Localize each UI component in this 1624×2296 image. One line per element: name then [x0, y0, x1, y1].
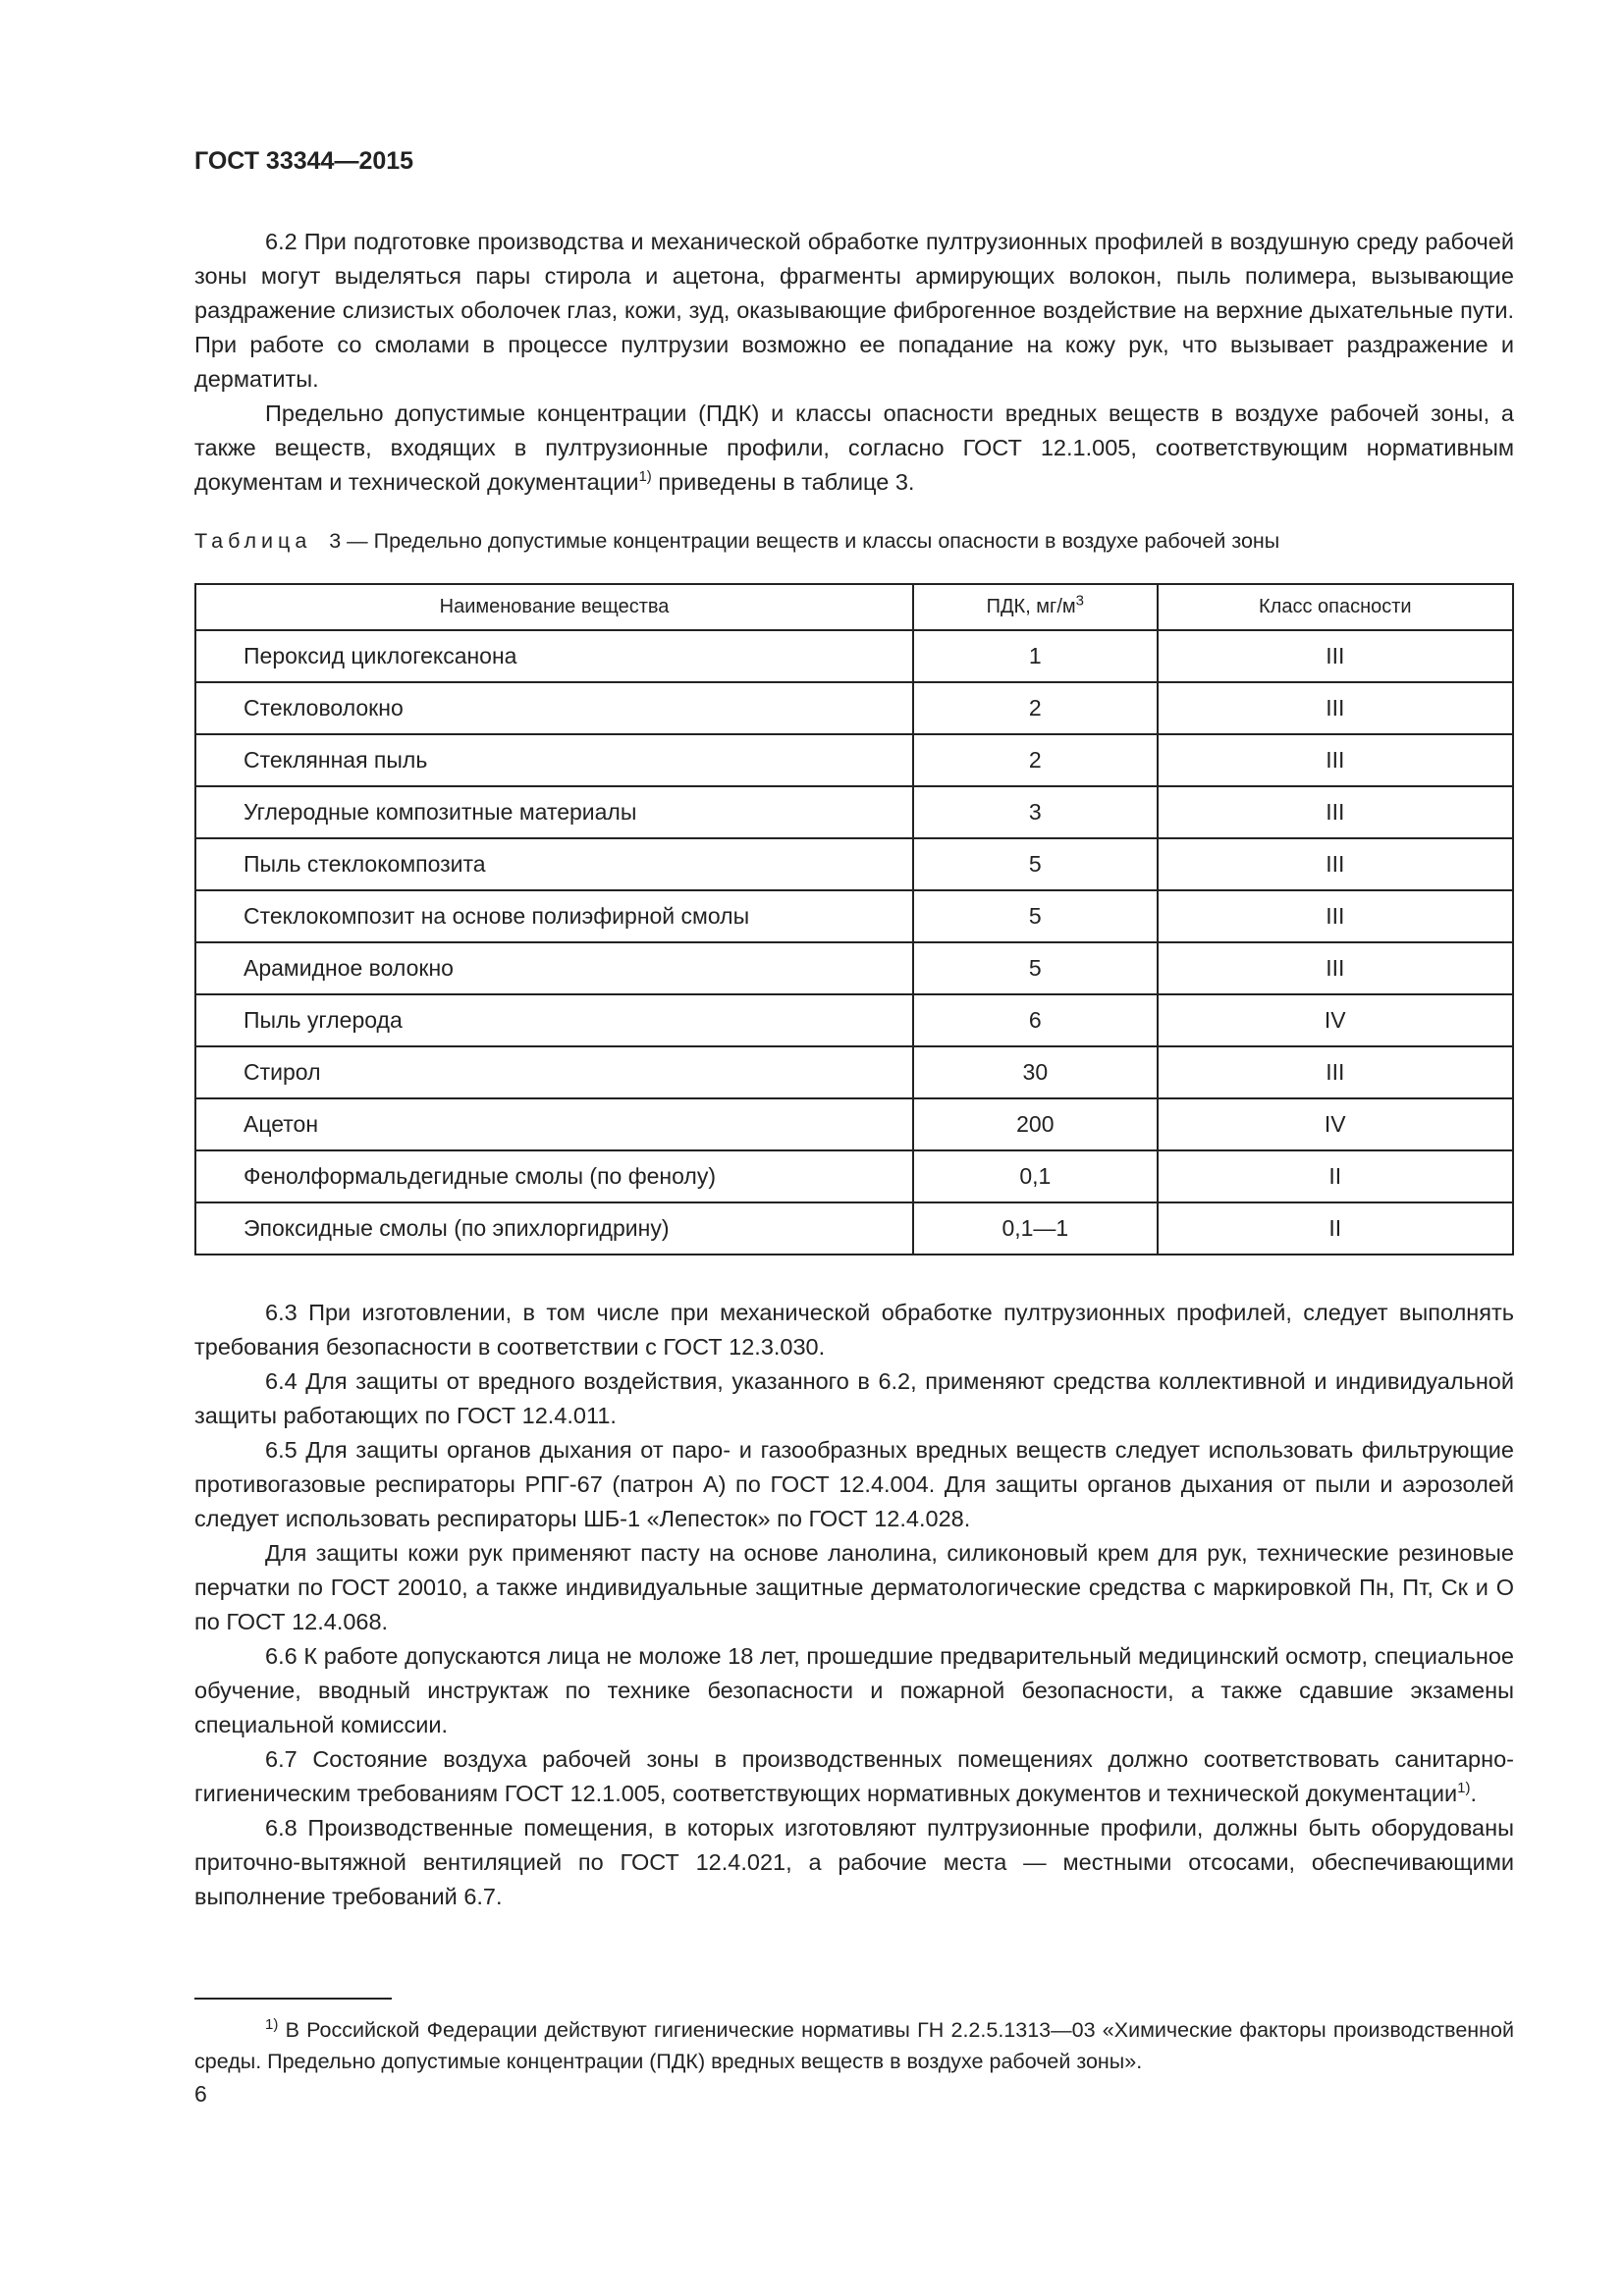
- table-row: [195, 734, 1513, 786]
- substance-cell: Стеклянная пыль: [195, 734, 913, 786]
- sections-6-3-to-6-8: [194, 1296, 1514, 1914]
- substance-cell: Стекловолокно: [195, 682, 913, 734]
- footnote-ref: 1): [638, 468, 652, 486]
- header-pdk: [913, 584, 1158, 630]
- table-row: [195, 890, 1513, 942]
- hazard-class-cell: II: [1158, 1150, 1513, 1202]
- footnote: [194, 2014, 1514, 2077]
- substance-cell: Пероксид циклогексанона: [195, 630, 913, 682]
- section-6-2: [194, 225, 1514, 500]
- pdk-cell: 6: [913, 994, 1158, 1046]
- paragraph-6-4: 6.4 Для защиты от вредного воздействия, указанного в 6.2, применяют средства коллективной и индивидуальной защиты работающих по ГОСТ 12.4.011.: [194, 1368, 1514, 1428]
- paragraph: [194, 397, 1514, 500]
- hazard-class-cell: IV: [1158, 994, 1513, 1046]
- table-row: [195, 786, 1513, 838]
- substance-cell: Эпоксидные смолы (по эпихлоргидрину): [195, 1202, 913, 1255]
- header-pdk-text: ПДК, мг/м: [986, 596, 1076, 617]
- footnote-paragraph: [194, 2014, 1514, 2077]
- table-row: [195, 994, 1513, 1046]
- pdk-cell: 0,1: [913, 1150, 1158, 1202]
- paragraph-6-3: 6.3 При изготовлении, в том числе при механической обработке пултрузионных профилей, следует выполнять требования безопасности в соответствии с ГОСТ 12.3.030.: [194, 1300, 1514, 1360]
- pdk-cell: 5: [913, 942, 1158, 994]
- hazard-class-cell: III: [1158, 734, 1513, 786]
- text: Предельно допустимые концентрации (ПДК) и классы опасности вредных веществ в воздухе рабочей зоны, а также веществ, входящих в пултрузионные профили, согласно ГОСТ 12.1.005, соответствующим нормативным документам и технической документации: [194, 400, 1514, 495]
- pdk-cell: 200: [913, 1098, 1158, 1150]
- table-row: [195, 1098, 1513, 1150]
- caption-label: Таблица: [194, 529, 312, 553]
- substance-cell: Фенолформальдегидные смолы (по фенолу): [195, 1150, 913, 1202]
- hazard-class-cell: III: [1158, 630, 1513, 682]
- substance-cell: Стирол: [195, 1046, 913, 1098]
- superscript: 3: [1075, 592, 1085, 610]
- pdk-cell: 5: [913, 838, 1158, 890]
- pdk-cell: 0,1—1: [913, 1202, 1158, 1255]
- substance-cell: Пыль стеклокомпозита: [195, 838, 913, 890]
- paragraph-6-7: [194, 1742, 1514, 1811]
- header-class: Класс опасности: [1158, 584, 1513, 630]
- paragraph-6-8: 6.8 Производственные помещения, в которых изготовляют пултрузионные профили, должны быть оборудованы приточно-вытяжной вентиляцией по ГОСТ 12.4.021, а рабочие места — местными отсосами, обеспечивающими выполнение требований 6.7.: [194, 1815, 1514, 1909]
- pdk-cell: 2: [913, 734, 1158, 786]
- substance-cell: Стеклокомпозит на основе полиэфирной смолы: [195, 890, 913, 942]
- table-3: [194, 583, 1514, 1255]
- table-row: [195, 1150, 1513, 1202]
- table-row: [195, 1202, 1513, 1255]
- page-number: 6: [194, 2081, 207, 2107]
- table-row: [195, 682, 1513, 734]
- substance-cell: Арамидное волокно: [195, 942, 913, 994]
- substance-cell: Углеродные композитные материалы: [195, 786, 913, 838]
- hazard-class-cell: III: [1158, 786, 1513, 838]
- document-header: ГОСТ 33344—2015: [194, 147, 414, 175]
- pdk-cell: 1: [913, 630, 1158, 682]
- footnote-marker: 1): [265, 2015, 279, 2033]
- table-header-row: [195, 584, 1513, 630]
- hazard-class-cell: IV: [1158, 1098, 1513, 1150]
- hazard-class-cell: II: [1158, 1202, 1513, 1255]
- pdk-cell: 5: [913, 890, 1158, 942]
- text: 6.7 Состояние воздуха рабочей зоны в производственных помещениях должно соответствовать санитарно-гигиеническим требованиям ГОСТ 12.1.005, соответствующих нормативных документов и технической документации: [194, 1746, 1514, 1806]
- table-row: [195, 942, 1513, 994]
- text: .: [1470, 1781, 1478, 1806]
- table-row: [195, 838, 1513, 890]
- substance-cell: Пыль углерода: [195, 994, 913, 1046]
- table-row: [195, 630, 1513, 682]
- footnote-ref: 1): [1457, 1780, 1471, 1797]
- table-row: [195, 1046, 1513, 1098]
- hazard-class-cell: III: [1158, 838, 1513, 890]
- table-caption: [194, 529, 1279, 554]
- text: приведены в таблице 3.: [651, 469, 915, 495]
- footnote-divider: [194, 1998, 392, 2000]
- header-substance: Наименование вещества: [195, 584, 913, 630]
- caption-text: 3 — Предельно допустимые концентрации веществ и классы опасности в воздухе рабочей зоны: [329, 529, 1280, 553]
- paragraph-6-5: 6.5 Для защиты органов дыхания от паро- и газообразных вредных веществ следует использовать фильтрующие противогазовые респираторы РПГ-67 (патрон А) по ГОСТ 12.4.004. Для защиты органов дыхания от пыли и аэрозолей следует использовать респираторы ШБ-1 «Лепесток» по ГОСТ 12.4.028.: [194, 1437, 1514, 1531]
- substance-cell: Ацетон: [195, 1098, 913, 1150]
- hazard-class-cell: III: [1158, 890, 1513, 942]
- paragraph: 6.2 При подготовке производства и механической обработке пултрузионных профилей в воздушную среду рабочей зоны могут выделяться пары стирола и ацетона, фрагменты армирующих волокон, пыль полимера, вызывающие раздражение слизистых оболочек глаз, кожи, зуд, оказывающие фиброгенное воздействие на верхние дыхательные пути. При работе со смолами в процессе пултрузии возможно ее попадание на кожу рук, что вызывает раздражение и дерматиты.: [194, 229, 1514, 392]
- hazard-class-cell: III: [1158, 942, 1513, 994]
- pdk-cell: 3: [913, 786, 1158, 838]
- paragraph-6-5-skin: Для защиты кожи рук применяют пасту на основе ланолина, силиконовый крем для рук, технические резиновые перчатки по ГОСТ 20010, а также индивидуальные защитные дерматологические средства с маркировкой Пн, Пт, Ск и О по ГОСТ 12.4.068.: [194, 1540, 1514, 1634]
- pdk-cell: 30: [913, 1046, 1158, 1098]
- footnote-text: В Российской Федерации действуют гигиенические нормативы ГН 2.2.5.1313—03 «Химические факторы производственной среды. Предельно допустимые концентрации (ПДК) вредных веществ в воздухе рабочей зоны».: [194, 2018, 1514, 2073]
- hazard-class-cell: III: [1158, 1046, 1513, 1098]
- paragraph-6-6: 6.6 К работе допускаются лица не моложе 18 лет, прошедшие предварительный медицинский осмотр, специальное обучение, вводный инструктаж по технике безопасности и пожарной безопасности, а также сдавшие экзамены специальной комиссии.: [194, 1643, 1514, 1737]
- hazard-class-cell: III: [1158, 682, 1513, 734]
- pdk-cell: 2: [913, 682, 1158, 734]
